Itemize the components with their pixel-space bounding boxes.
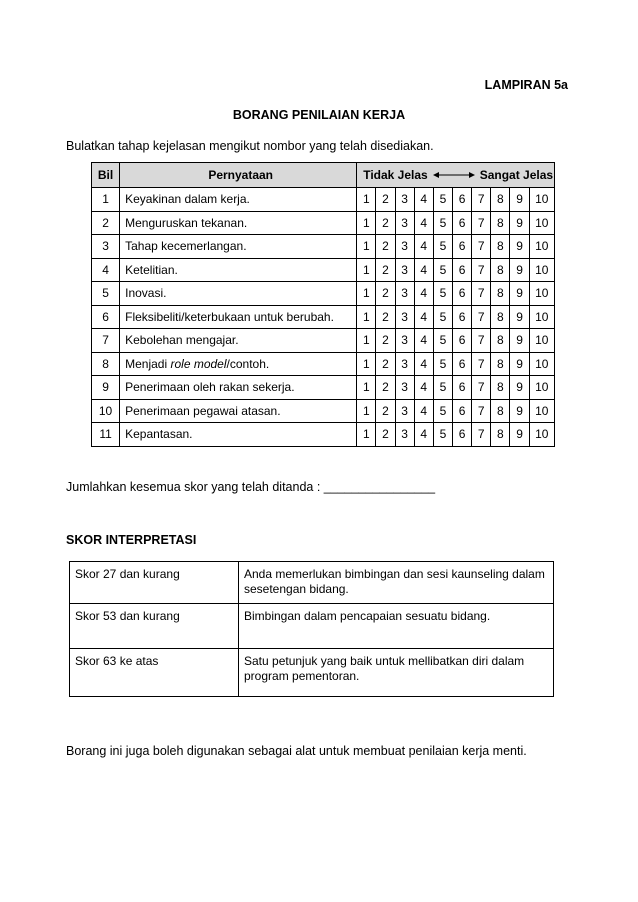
scale-option-4[interactable]: 4 <box>414 352 433 376</box>
scale-option-9[interactable]: 9 <box>510 376 529 400</box>
rating-row <box>92 235 555 259</box>
rating-row <box>92 376 555 400</box>
statement-part: Menjadi <box>125 356 171 371</box>
statement-cell: Kebolehan mengajar. <box>120 329 357 353</box>
scale-option-4[interactable]: 4 <box>414 258 433 282</box>
scale-option-3[interactable]: 3 <box>395 188 414 212</box>
meaning-cell: Anda memerlukan bimbingan dan sesi kaunseling dalam sesetengan bidang. <box>239 562 554 604</box>
scale-option-5[interactable]: 5 <box>433 211 452 235</box>
row-number: 2 <box>92 211 120 235</box>
scale-option-8[interactable]: 8 <box>491 258 510 282</box>
scale-option-9[interactable]: 9 <box>510 352 529 376</box>
statement-cell: Ketelitian. <box>120 258 357 282</box>
scale-option-10[interactable]: 10 <box>529 258 554 282</box>
meaning-cell: Satu petunjuk yang baik untuk mellibatkan diri dalam program pementoran. <box>239 649 554 697</box>
interpretation-heading: SKOR INTERPRETASI <box>66 533 197 547</box>
scale-option-1[interactable]: 1 <box>357 305 376 329</box>
scale-option-6[interactable]: 6 <box>452 305 471 329</box>
statement-cell: Tahap kecemerlangan. <box>120 235 357 259</box>
row-number: 3 <box>92 235 120 259</box>
scale-option-6[interactable]: 6 <box>452 258 471 282</box>
scale-option-8[interactable]: 8 <box>491 352 510 376</box>
scale-option-7[interactable]: 7 <box>472 235 491 259</box>
statement-part: /contoh. <box>226 356 270 371</box>
scale-option-4[interactable]: 4 <box>414 188 433 212</box>
row-number: 7 <box>92 329 120 353</box>
score-cell: Skor 53 dan kurang <box>70 604 239 649</box>
scale-option-8[interactable]: 8 <box>491 188 510 212</box>
statement-cell: Kepantasan. <box>120 423 357 447</box>
scale-option-1[interactable]: 1 <box>357 235 376 259</box>
scale-option-2[interactable]: 2 <box>376 305 395 329</box>
scale-option-2[interactable]: 2 <box>376 258 395 282</box>
scale-high-label: Sangat Jelas <box>479 167 554 182</box>
rating-row <box>92 352 555 376</box>
rating-table-header <box>92 163 555 188</box>
scale-option-3[interactable]: 3 <box>395 258 414 282</box>
interpretation-row <box>70 604 554 649</box>
scale-option-1[interactable]: 1 <box>357 211 376 235</box>
scale-option-8[interactable]: 8 <box>491 282 510 306</box>
scale-option-2[interactable]: 2 <box>376 352 395 376</box>
header-scale <box>357 163 555 188</box>
scale-option-8[interactable]: 8 <box>491 423 510 447</box>
rating-row <box>92 211 555 235</box>
interpretation-table <box>69 561 554 697</box>
scale-option-5[interactable]: 5 <box>433 282 452 306</box>
scale-option-5[interactable]: 5 <box>433 305 452 329</box>
scale-low-label: Tidak Jelas <box>363 167 428 182</box>
scale-option-2[interactable]: 2 <box>376 282 395 306</box>
rating-row <box>92 399 555 423</box>
rating-table <box>91 162 555 447</box>
meaning-cell: Bimbingan dalam pencapaian sesuatu bidang. <box>239 604 554 649</box>
scale-option-2[interactable]: 2 <box>376 376 395 400</box>
double-arrow-icon <box>433 168 475 182</box>
scale-option-1[interactable]: 1 <box>357 423 376 447</box>
row-number: 1 <box>92 188 120 212</box>
scale-option-4[interactable]: 4 <box>414 305 433 329</box>
rating-row <box>92 188 555 212</box>
scale-option-1[interactable]: 1 <box>357 282 376 306</box>
appendix-label: LAMPIRAN 5a <box>484 78 568 92</box>
scale-option-9[interactable]: 9 <box>510 399 529 423</box>
scale-option-4[interactable]: 4 <box>414 376 433 400</box>
row-number: 10 <box>92 399 120 423</box>
scale-option-2[interactable]: 2 <box>376 399 395 423</box>
row-number: 4 <box>92 258 120 282</box>
scale-option-5[interactable]: 5 <box>433 235 452 259</box>
scale-option-5[interactable]: 5 <box>433 188 452 212</box>
row-number: 8 <box>92 352 120 376</box>
scale-option-10[interactable]: 10 <box>529 188 554 212</box>
scale-option-8[interactable]: 8 <box>491 376 510 400</box>
scale-option-7[interactable]: 7 <box>472 305 491 329</box>
scale-option-5[interactable]: 5 <box>433 423 452 447</box>
scale-option-3[interactable]: 3 <box>395 376 414 400</box>
scale-option-10[interactable]: 10 <box>529 235 554 259</box>
scale-option-2[interactable]: 2 <box>376 188 395 212</box>
scale-option-6[interactable]: 6 <box>452 188 471 212</box>
statement-cell: Keyakinan dalam kerja. <box>120 188 357 212</box>
scale-option-7[interactable]: 7 <box>472 282 491 306</box>
statement-cell: Inovasi. <box>120 282 357 306</box>
scale-option-7[interactable]: 7 <box>472 329 491 353</box>
scale-option-4[interactable]: 4 <box>414 211 433 235</box>
scale-option-4[interactable]: 4 <box>414 282 433 306</box>
instruction-text: Bulatkan tahap kejelasan mengikut nombor yang telah disediakan. <box>66 139 434 153</box>
row-number: 6 <box>92 305 120 329</box>
scale-option-4[interactable]: 4 <box>414 423 433 447</box>
scale-option-6[interactable]: 6 <box>452 376 471 400</box>
scale-option-9[interactable]: 9 <box>510 258 529 282</box>
scale-option-3[interactable]: 3 <box>395 329 414 353</box>
row-number: 5 <box>92 282 120 306</box>
scale-option-7[interactable]: 7 <box>472 258 491 282</box>
scale-option-1[interactable]: 1 <box>357 376 376 400</box>
row-number: 9 <box>92 376 120 400</box>
row-number: 11 <box>92 423 120 447</box>
scale-option-4[interactable]: 4 <box>414 399 433 423</box>
scale-option-9[interactable]: 9 <box>510 329 529 353</box>
scale-option-6[interactable]: 6 <box>452 211 471 235</box>
scale-option-10[interactable]: 10 <box>529 329 554 353</box>
scale-option-7[interactable]: 7 <box>472 423 491 447</box>
scale-option-6[interactable]: 6 <box>452 282 471 306</box>
closing-note: Borang ini juga boleh digunakan sebagai alat untuk membuat penilaian kerja menti. <box>66 744 527 758</box>
scale-option-2[interactable]: 2 <box>376 329 395 353</box>
scale-option-5[interactable]: 5 <box>433 399 452 423</box>
scale-option-7[interactable]: 7 <box>472 399 491 423</box>
scale-option-9[interactable]: 9 <box>510 305 529 329</box>
scale-option-10[interactable]: 10 <box>529 282 554 306</box>
scale-option-3[interactable]: 3 <box>395 235 414 259</box>
statement-part: role model <box>170 356 227 371</box>
rating-row <box>92 329 555 353</box>
scale-option-1[interactable]: 1 <box>357 188 376 212</box>
rating-row <box>92 423 555 447</box>
scale-option-10[interactable]: 10 <box>529 423 554 447</box>
scale-option-7[interactable]: 7 <box>472 211 491 235</box>
scale-option-10[interactable]: 10 <box>529 352 554 376</box>
statement-cell: Penerimaan oleh rakan sekerja. <box>120 376 357 400</box>
score-cell: Skor 63 ke atas <box>70 649 239 697</box>
scale-option-3[interactable]: 3 <box>395 399 414 423</box>
interpretation-row <box>70 562 554 604</box>
scale-option-1[interactable]: 1 <box>357 329 376 353</box>
scale-option-9[interactable]: 9 <box>510 423 529 447</box>
scale-option-1[interactable]: 1 <box>357 352 376 376</box>
scale-option-9[interactable]: 9 <box>510 282 529 306</box>
scale-option-10[interactable]: 10 <box>529 305 554 329</box>
header-pernyataan: Pernyataan <box>120 163 357 188</box>
score-cell: Skor 27 dan kurang <box>70 562 239 604</box>
scale-option-3[interactable]: 3 <box>395 423 414 447</box>
scale-option-8[interactable]: 8 <box>491 211 510 235</box>
scale-option-3[interactable]: 3 <box>395 211 414 235</box>
rating-row <box>92 282 555 306</box>
scale-option-3[interactable]: 3 <box>395 305 414 329</box>
scale-option-8[interactable]: 8 <box>491 235 510 259</box>
statement-cell: Menguruskan tekanan. <box>120 211 357 235</box>
scale-option-3[interactable]: 3 <box>395 352 414 376</box>
rating-row <box>92 258 555 282</box>
scale-option-5[interactable]: 5 <box>433 352 452 376</box>
interpretation-row <box>70 649 554 697</box>
scale-option-9[interactable]: 9 <box>510 188 529 212</box>
scale-option-2[interactable]: 2 <box>376 423 395 447</box>
scale-option-6[interactable]: 6 <box>452 399 471 423</box>
scale-option-7[interactable]: 7 <box>472 376 491 400</box>
statement-cell <box>120 352 357 376</box>
scale-option-6[interactable]: 6 <box>452 352 471 376</box>
rating-table-body <box>92 188 555 447</box>
scale-option-6[interactable]: 6 <box>452 423 471 447</box>
scale-option-2[interactable]: 2 <box>376 235 395 259</box>
statement-cell: Penerimaan pegawai atasan. <box>120 399 357 423</box>
scale-option-4[interactable]: 4 <box>414 329 433 353</box>
scale-option-9[interactable]: 9 <box>510 235 529 259</box>
scale-option-10[interactable]: 10 <box>529 376 554 400</box>
scale-option-2[interactable]: 2 <box>376 211 395 235</box>
scale-option-6[interactable]: 6 <box>452 235 471 259</box>
scale-option-8[interactable]: 8 <box>491 305 510 329</box>
sum-instruction: Jumlahkan kesemua skor yang telah ditanda : ________________ <box>66 480 436 494</box>
scale-option-5[interactable]: 5 <box>433 376 452 400</box>
scale-option-3[interactable]: 3 <box>395 282 414 306</box>
scale-option-8[interactable]: 8 <box>491 329 510 353</box>
header-bil: Bil <box>92 163 120 188</box>
scale-option-6[interactable]: 6 <box>452 329 471 353</box>
scale-option-7[interactable]: 7 <box>472 352 491 376</box>
scale-option-10[interactable]: 10 <box>529 211 554 235</box>
scale-option-1[interactable]: 1 <box>357 399 376 423</box>
scale-option-1[interactable]: 1 <box>357 258 376 282</box>
scale-option-4[interactable]: 4 <box>414 235 433 259</box>
scale-option-5[interactable]: 5 <box>433 258 452 282</box>
scale-option-9[interactable]: 9 <box>510 211 529 235</box>
scale-option-10[interactable]: 10 <box>529 399 554 423</box>
scale-option-8[interactable]: 8 <box>491 399 510 423</box>
scale-option-7[interactable]: 7 <box>472 188 491 212</box>
rating-row <box>92 305 555 329</box>
statement-cell: Fleksibeliti/keterbukaan untuk berubah. <box>120 305 357 329</box>
form-title: BORANG PENILAIAN KERJA <box>232 108 406 122</box>
scale-option-5[interactable]: 5 <box>433 329 452 353</box>
